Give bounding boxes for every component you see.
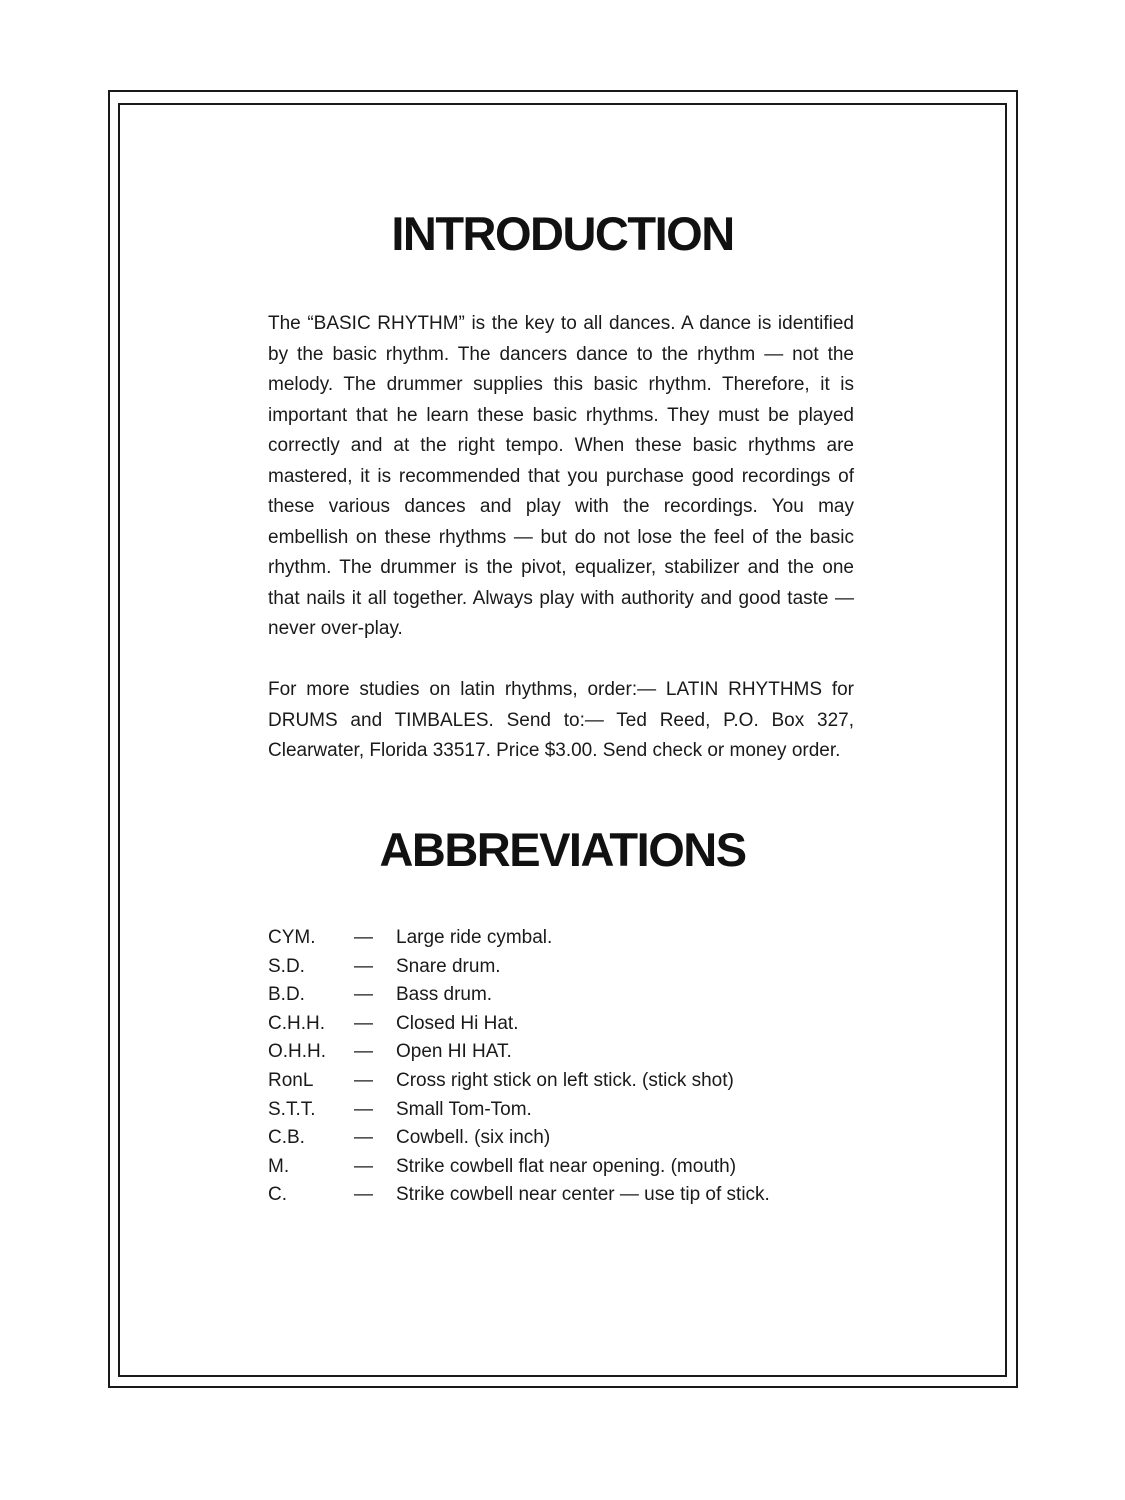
abbreviation-code: S.T.T. — [268, 1098, 316, 1120]
abbreviation-description: Strike cowbell flat near opening. (mouth) — [396, 1155, 737, 1177]
introduction-title: INTRODUCTION — [391, 207, 734, 260]
abbreviation-row — [268, 1124, 868, 1153]
abbreviations-list — [268, 924, 868, 1210]
abbreviation-dash: — — [354, 1098, 373, 1120]
abbreviation-code: CYM. — [268, 927, 316, 948]
abbreviation-dash: — — [354, 1041, 373, 1063]
abbreviation-row — [268, 1096, 868, 1125]
abbreviation-description: Open HI HAT. — [396, 1041, 512, 1063]
abbreviation-description: Cowbell. (six inch) — [396, 1127, 551, 1149]
abbreviation-row — [268, 1153, 868, 1182]
abbreviation-dash: — — [354, 1012, 373, 1034]
abbreviation-code: C.H.H. — [268, 1012, 325, 1034]
abbreviation-description: Large ride cymbal. — [396, 927, 553, 948]
abbreviation-description: Cross right stick on left stick. (stick shot) — [396, 1069, 734, 1091]
abbreviation-code: B.D. — [268, 984, 305, 1006]
introduction-paragraph: The “BASIC RHYTHM” is the key to all dances. A dance is identified by the basic rhythm. The dancers dance to the rhythm — not the melody. The drummer supplies this basic rhythm. Therefore, it is important that he learn these basic rhythms. They must be played correctly and at the right tempo. When these basic rhythms are mastered, it is recommended that you purchase good recordings of these various dances and play with the recordings. You may embellish on these rhythms — but do not lose the feel of the basic rhythm. The drummer is the pivot, equalizer, stabilizer and the one that nails it all together. Always play with authority and good taste — never over-play. — [268, 313, 854, 639]
abbreviation-row — [268, 981, 868, 1010]
abbreviation-dash: — — [354, 955, 373, 977]
abbreviation-description: Closed Hi Hat. — [396, 1012, 519, 1034]
abbreviation-code: RonL — [268, 1069, 314, 1091]
abbreviation-row — [268, 1067, 868, 1096]
abbreviation-description: Snare drum. — [396, 955, 501, 977]
abbreviation-description: Strike cowbell near center — use tip of stick. — [396, 1184, 770, 1206]
abbreviation-dash: — — [354, 1069, 373, 1091]
abbreviation-dash: — — [354, 984, 373, 1006]
abbreviation-code: M. — [268, 1155, 290, 1177]
abbreviation-dash: — — [354, 927, 373, 948]
abbreviation-row — [268, 1181, 868, 1210]
abbreviation-row — [268, 924, 868, 953]
abbreviation-dash: — — [354, 1155, 373, 1177]
abbreviations-title: ABBREVIATIONS — [379, 823, 746, 876]
abbreviation-row — [268, 953, 868, 982]
order-paragraph: For more studies on latin rhythms, order:— LATIN RHYTHMS for DRUMS and TIMBALES. Send to:— Ted Reed, P.O. Box 327, Clearwater, Florida 33517. Price $3.00. Send check or money order. — [268, 679, 854, 761]
abbreviation-description: Small Tom-Tom. — [396, 1098, 532, 1120]
abbreviation-code: O.H.H. — [268, 1041, 327, 1063]
abbreviation-code: C.B. — [268, 1127, 305, 1149]
abbreviation-description: Bass drum. — [396, 984, 493, 1006]
abbreviation-row — [268, 1038, 868, 1067]
abbreviation-dash: — — [354, 1127, 373, 1149]
abbreviation-row — [268, 1010, 868, 1039]
abbreviation-code: C. — [268, 1184, 287, 1206]
abbreviation-dash: — — [354, 1184, 373, 1206]
abbreviation-code: S.D. — [268, 955, 305, 977]
